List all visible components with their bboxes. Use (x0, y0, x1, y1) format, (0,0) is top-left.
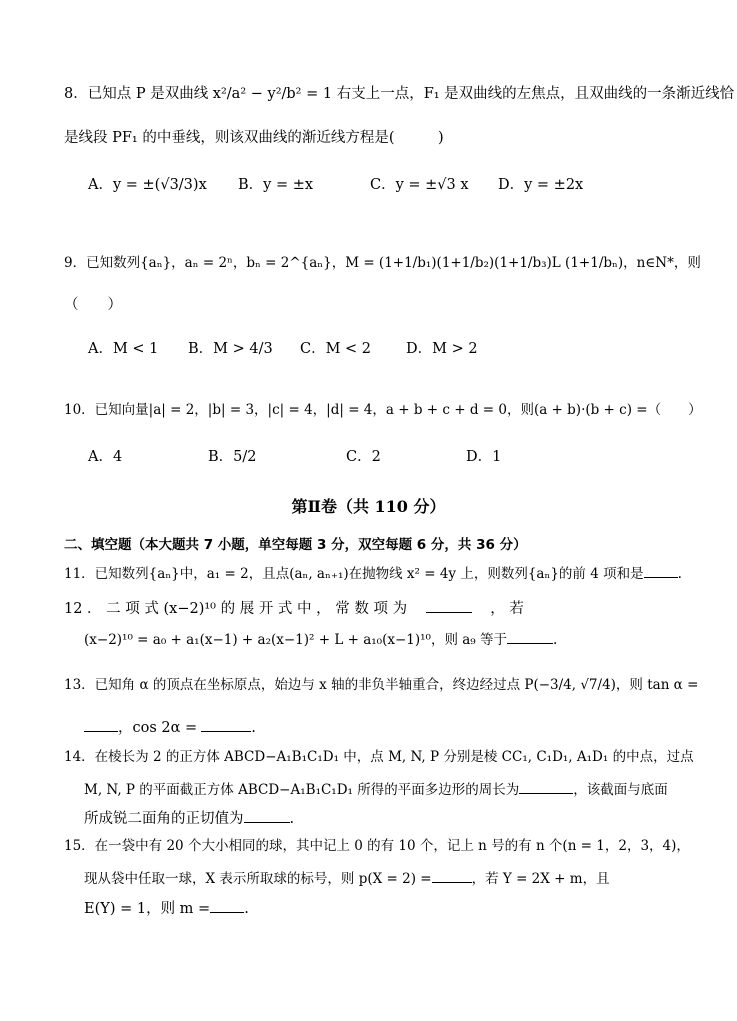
section-header: 二、填空题（本大题共 7 小题，单空每题 3 分，双空每题 6 分，共 36 分） (64, 537, 527, 553)
q8-option-d: D．y = ±2x (498, 177, 584, 193)
q14-line3: 所成锐二面角的正切值为 . (84, 808, 687, 828)
part-title: 第Ⅱ卷（共 110 分） (291, 497, 446, 516)
q15-text2b: ，若 Y = 2X + m，且 (471, 871, 610, 887)
q14-text2b: ，该截面与底面 (573, 782, 668, 798)
q13-blank2 (201, 717, 251, 732)
q15-line3: E(Y) = 1，则 m = . (84, 898, 687, 918)
q10-option-a: A．4 (88, 449, 123, 465)
q11-answer-blank (644, 563, 678, 578)
q10-option-d: D．1 (466, 449, 502, 465)
q10-line1: 10．已知向量|a| = 2，|b| = 3，|c| = 4，|d| = 4，a + b + c + d = 0，则(a + b)·(b + c) =（ ） (64, 402, 702, 418)
q14-line2 (84, 779, 687, 798)
q12-blank1 (426, 598, 472, 613)
q15-line2 (84, 868, 687, 887)
q10-option-b: B．5/2 (208, 449, 257, 465)
q9-option-d: D．M > 2 (406, 341, 478, 357)
q12-blank2 (507, 629, 553, 644)
q14-line1: 14．在棱长为 2 的正方体 ABCD−A₁B₁C₁D₁ 中，点 M, N, P 分别是棱 CC₁, C₁D₁, A₁D₁ 的中点，过点 (64, 749, 694, 765)
q15-line1: 15．在一袋中有 20 个大小相同的球，其中记上 0 的有 10 个，记上 n 号的有 n 个(n = 1，2，3，4)， (64, 838, 690, 854)
q12-line2: (x−2)¹⁰ = a₀ + a₁(x−1) + a₂(x−1)² + L + a₁₀(x−1)¹⁰，则 a₉ 等于 . (84, 629, 687, 648)
q13-text2: ，cos 2α = (118, 720, 198, 736)
q10-option-c: C．2 (346, 449, 381, 465)
q8-line1: 8．已知点 P 是双曲线 x²/a² − y²/b² = 1 右支上一点，F₁ 是双曲线的左焦点，且双曲线的一条渐近线恰 (64, 86, 735, 102)
q15-text3: E(Y) = 1，则 m = (84, 901, 211, 917)
q14-text3: 所成锐二面角的正切值为 (84, 811, 244, 827)
q12-text2: (x−2)¹⁰ = a₀ + a₁(x−1) + a₂(x−1)² + L + a₁₀(x−1)¹⁰，则 a₉ 等于 (84, 632, 507, 648)
q12-text1b: ， 若 (490, 601, 524, 617)
q9-line1: 9．已知数列{aₙ}，aₙ = 2ⁿ，bₙ = 2^{aₙ}，M = (1+1/b₁)(1+1/b₂)(1+1/b₃)L (1+1/bₙ)，n∈N*，则 (64, 255, 701, 271)
q13-line2: ，cos 2α = . (84, 717, 687, 737)
q14-text2: M, N, P 的平面截正方体 ABCD−A₁B₁C₁D₁ 所得的平面多边形的周长为 (84, 782, 520, 798)
q15-blank1 (432, 868, 472, 883)
q8-option-a: A．y = ±(√3/3)x (88, 177, 207, 193)
q15-text2: 现从袋中任取一球，X 表示所取球的标号，则 p(X = 2) = (84, 871, 432, 887)
q11-line: 11．已知数列{aₙ}中，a₁ = 2，且点(aₙ, aₙ₊₁)在抛物线 x² = 4y 上，则数列{aₙ}的前 4 项和是 . (64, 563, 687, 582)
q14-blank2 (244, 808, 290, 823)
q13-line1: 13．已知角 α 的顶点在坐标原点，始边与 x 轴的非负半轴重合，终边经过点 P(−3/4, √7/4)，则 tan α = (64, 677, 699, 693)
q9-option-a: A．M < 1 (88, 341, 159, 357)
q14-blank1 (519, 779, 573, 794)
q13-blank1 (84, 717, 118, 732)
q8-option-b: B．y = ±x (238, 177, 314, 193)
q9-line2: （ ） (64, 297, 122, 313)
q9-option-b: B．M > 4/3 (188, 341, 273, 357)
q12-line1 (64, 598, 687, 618)
q9-option-c: C．M < 2 (300, 341, 372, 357)
q12-text1: 12 ． 二 项 式 (x−2)¹⁰ 的 展 开 式 中 ， 常 数 项 为 (64, 601, 408, 617)
q8-line2: 是线段 PF₁ 的中垂线，则该双曲线的渐近线方程是( ) (64, 130, 444, 146)
q8-option-c: C．y = ±√3 x (370, 177, 469, 193)
q11-text: 11．已知数列{aₙ}中，a₁ = 2，且点(aₙ, aₙ₊₁)在抛物线 x² = 4y 上，则数列{aₙ}的前 4 项和是 (64, 566, 644, 582)
q15-blank2 (210, 898, 244, 913)
